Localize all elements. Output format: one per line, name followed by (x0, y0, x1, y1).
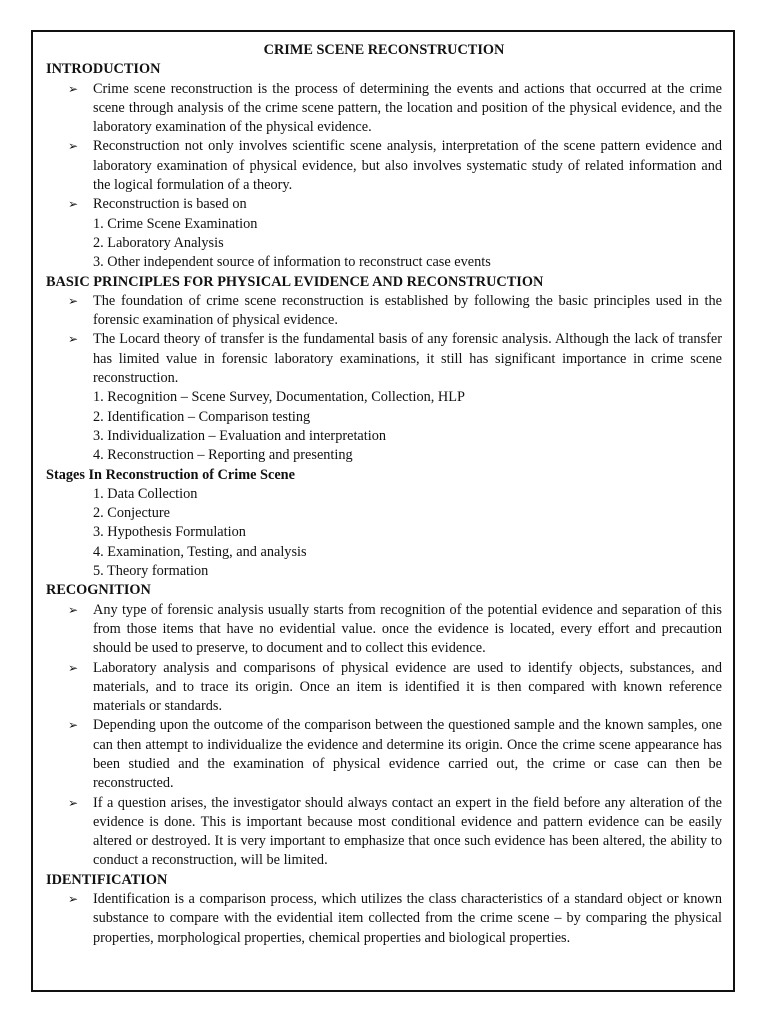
list-item: 5. Theory formation (93, 563, 209, 580)
list-item: 1. Data Collection (93, 485, 198, 502)
basic-principles-bullets (46, 292, 722, 388)
bullet-item (46, 330, 722, 388)
arrowhead-bullet-icon: ➢ (68, 660, 79, 675)
bullet-text: Reconstruction is based on (93, 196, 247, 213)
heading-basic-principles: BASIC PRINCIPLES FOR PHYSICAL EVIDENCE AND RECONSTRUCTION (46, 273, 544, 290)
bullet-item (46, 80, 722, 138)
bullet-item (46, 601, 722, 659)
list-item: 3. Other independent source of information to reconstruct case events (93, 254, 491, 271)
list-item: 2. Laboratory Analysis (93, 234, 224, 251)
basic-principles-list (46, 388, 722, 465)
bullet-text: Crime scene reconstruction is the process of determining the events and actions that occurred at the crime scene through analysis of the crime scene pattern, the location and position of the physical evidence, and the laboratory examination of the physical evidence. (93, 80, 722, 136)
bullet-item (46, 292, 722, 331)
arrowhead-bullet-icon: ➢ (68, 81, 79, 96)
heading-stages: Stages In Reconstruction of Crime Scene (46, 466, 295, 483)
recognition-bullets (46, 601, 722, 871)
heading-identification: IDENTIFICATION (46, 871, 168, 888)
bullet-text: Reconstruction not only involves scientific scene analysis, interpretation of the scene pattern evidence and laboratory examination of physical evidence, but also involves systematic study of related information and the logical formulation of a theory. (93, 138, 722, 194)
document-title: CRIME SCENE RECONSTRUCTION (263, 42, 505, 58)
list-item: 2. Identification – Comparison testing (93, 408, 311, 425)
introduction-bullets (46, 80, 722, 215)
bullet-text: The Locard theory of transfer is the fundamental basis of any forensic analysis. Although the lack of transfer has limited value in forensic laboratory examinations, it still has significant importance in crime scene reconstruction. (93, 331, 722, 387)
bullet-text: Depending upon the outcome of the comparison between the questioned sample and the known samples, one can then attempt to individualize the evidence and determine its origin. Once the crime scene appearance has been studied and the examination of physical evidence carried out, the crime or case can then be reconstructed. (93, 717, 722, 792)
list-item: 1. Crime Scene Examination (93, 215, 258, 232)
heading-introduction: INTRODUCTION (46, 61, 161, 78)
bullet-item (46, 890, 722, 948)
arrowhead-bullet-icon: ➢ (68, 332, 79, 347)
list-item: 4. Reconstruction – Reporting and presenting (93, 447, 353, 464)
list-item: 4. Examination, Testing, and analysis (93, 543, 307, 560)
bullet-item (46, 659, 722, 717)
bullet-item (46, 794, 722, 871)
arrowhead-bullet-icon: ➢ (68, 139, 79, 154)
stages-list (46, 485, 722, 581)
arrowhead-bullet-icon: ➢ (68, 892, 79, 907)
arrowhead-bullet-icon: ➢ (68, 197, 79, 212)
document-body (46, 41, 722, 948)
heading-recognition: RECOGNITION (46, 582, 151, 599)
introduction-list (46, 215, 722, 273)
bullet-item (46, 137, 722, 195)
arrowhead-bullet-icon: ➢ (68, 795, 79, 810)
bullet-text: The foundation of crime scene reconstruction is established by following the basic principles used in the forensic examination of physical evidence. (93, 292, 722, 329)
list-item: 3. Hypothesis Formulation (93, 524, 246, 541)
bullet-text: Any type of forensic analysis usually starts from recognition of the potential evidence and separation of this from those items that have no evidential value. once the evidence is located, every effort and precaution should be used to preserve, to document and to collect this evidence. (93, 601, 722, 657)
bullet-text: Laboratory analysis and comparisons of physical evidence are used to identify objects, substances, and materials, and to trace its origin. Once an item is identified it is then compared with known reference materials or standards. (93, 659, 722, 715)
arrowhead-bullet-icon: ➢ (68, 602, 79, 617)
bullet-item (46, 195, 722, 214)
list-item: 2. Conjecture (93, 505, 171, 522)
list-item: 3. Individualization – Evaluation and interpretation (93, 427, 387, 444)
bullet-text: Identification is a comparison process, which utilizes the class characteristics of a standard object or known substance to compare with the evidential item collected from the crime scene – by comparing the physical properties, morphological properties, chemical properties and biological properties. (93, 891, 722, 946)
arrowhead-bullet-icon: ➢ (68, 293, 79, 308)
arrowhead-bullet-icon: ➢ (68, 718, 79, 733)
bullet-text: If a question arises, the investigator should always contact an expert in the field before any alteration of the evidence is done. This is important because most conditional evidence and pattern evidence can be easily altered or destroyed. It is very important to emphasize that once such evidence has been altered, the ability to conduct a reconstruction, will be limited. (93, 794, 722, 869)
list-item: 1. Recognition – Scene Survey, Documentation, Collection, HLP (93, 389, 465, 406)
bullet-item (46, 716, 722, 793)
identification-bullets (46, 890, 722, 948)
